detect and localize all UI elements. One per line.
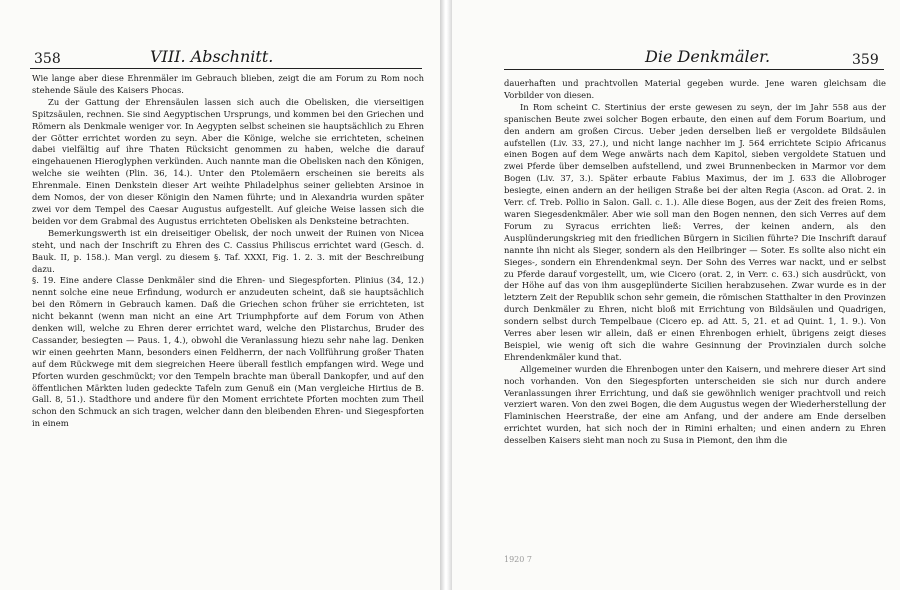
left-paragraph-4: §. 19. Eine andere Classe Denkmäler sind die Ehren- und Siegespforten. Plinius (34, 12.) nennt solche eine neue Erfindung, wodurch er anzudeuten scheint, daß sie hauptsächlich bei den Römern in Gebrauch kamen. Daß die Griechen schon früher sie errichteten, ist nicht bekannt (wenn man nicht an eine Art Triumphpforte auf dem Forum von Athen denken will, welche zu Ehren derer errichtet ward, welche den Plistarchus, Bruder des Cassander, besiegten — Paus. 1, 4.), obwohl die Veranlassung hiezu sehr nahe lag. Denken wir einen geehrten Mann, besonders einen Feldherrn, der nach Vollführung großer Thaten auf dem Rückwege mit dem siegreichen Heere überall festlich empfangen wird. Wege und Pforten wurden geschmückt; vor den Tempeln brachte man überall Dankopfer, und auf den öffentlichen Märkten luden gedeckte Tafeln zum Genuß ein (Man vergleiche Hirtius de B. Gall. 8, 51.). Stadthore und andere für den Moment errichtete Pforten mochten zum Theil schon den Schmuck an sich tragen, welcher dann den bleibenden Ehren- und Siegespforten in einem: [32, 275, 424, 429]
left-page-body: [32, 73, 424, 430]
right-page-number: 359: [852, 52, 879, 68]
left-header-rule: [30, 68, 422, 69]
right-page-header-title: Die Denkmäler.: [645, 47, 771, 66]
right-paragraph-2: In Rom scheint C. Stertinius der erste gewesen zu seyn, der im Jahr 558 aus der spanischen Beute zwei solcher Bogen erbaute, den einen auf dem Forum Boarium, und den andern am großen Circus. Ueber jeden derselben ließ er vergoldete Bildsäulen aufstellen (Liv. 33, 27.), und nicht lange nachher im J. 564 errichtete Scipio Africanus einen Bogen auf dem Wege anwärts nach dem Kapitol, sieben vergoldete Statuen und zwei Pferde über demselben aufstellend, und zwei Brunnenbecken in Marmor vor dem Bogen (Liv. 37, 3.). Später erbaute Fabius Maximus, der im J. 633 die Allobroger besiegte, einen andern an der heiligen Straße bei der alten Regia (Ascon. ad Orat. 2. in Verr. cf. Treb. Pollio in Salon. Gall. c. 1.). Alle diese Bogen, aus der Zeit des freien Roms, waren Siegesdenkmäler. Aber wie soll man den Bogen nennen, den sich Verres auf dem Forum zu Syracus errichten ließ: Verres, der keinen andern, als den Ausplünderungskrieg mit den friedlichen Bürgern in Sicilien führte? Die Inschrift darauf nannte ihn nicht als Sieger, sondern als den Heilbringer — Soter. Es sollte also nicht ein Sieges-, sondern ein Ehrendenkmal seyn. Der Sohn des Verres war nackt, und er selbst zu Pferde darauf vorgestellt, um, wie Cicero (orat. 2, in Verr. c. 63.) sich ausdrückt, von der Höhe auf das von ihm ausgeplünderte Sicilien herabzusehen. Zwar wurde es in der letztern Zeit der Republik schon sehr gemein, die römischen Statthalter in den Provinzen durch Denkmäler zu Ehren, nicht bloß mit Errichtung von Bildsäulen und Quadrigen, sondern selbst durch Tempelbaue (Cicero ep. ad Att. 5, 21. et ad Quint. 1, 1. 9.). Von Verres aber lesen wir allein, daß er einen Ehrenbogen erhielt, übrigens zeigt dieses Beispiel, wie wenig oft sich die wahre Gesinnung der Provinzialen durch solche Ehrendenkmäler kund that.: [504, 101, 886, 362]
right-paragraph-1: dauerhaften und prachtvollen Material gegeben wurde. Jene waren gleichsam die Vorbilder von diesen.: [504, 78, 886, 100]
left-page-number: 358: [34, 51, 61, 67]
left-paragraph-2: Zu der Gattung der Ehrensäulen lassen sich auch die Obelisken, die vierseitigen Spitzsäulen, rechnen. Sie sind Aegyptischen Ursprungs, und kommen bei den Griechen und Römern als Denkmale weniger vor. In Aegypten selbst scheinen sie hauptsächlich zu Ehren der Götter errichtet worden zu seyn. Aber die Könige, welche sie errichteten, scheinen dabei vielfältig auf ihre Thaten Rücksicht genommen zu haben, welche die darauf eingehauenen Hieroglyphen verkünden. Auch nannte man die Obelisken nach den Königen, welche sie weihten (Plin. 36, 14.). Unter den Ptolemäern erscheinen sie bereits als Ehrenmale. Einen Denkstein dieser Art weihte Philadelphus seiner geliebten Arsinoe in dem Nomos, der von dieser Königin den Namen führte; und in Alexandria wurden später zwei vor dem Tempel des Caesar Augustus aufgestellt. Auf gleiche Weise lassen sich die beiden vor dem Grabmal des Augustus errichteten Obelisken als Denksteine betrachten.: [32, 96, 424, 226]
faded-library-mark: 1920 7: [504, 555, 532, 564]
right-page-body: [504, 78, 886, 447]
right-page: [452, 0, 900, 590]
left-paragraph-3: Bemerkungswerth ist ein dreiseitiger Obelisk, der noch unweit der Ruinen von Nicea steht, und nach der Inschrift zu Ehren des C. Cassius Philiscus errichtet ward (Gesch. d. Bauk. II, p. 158.). Man vergl. zu diesem §. Taf. XXXI, Fig. 1. 2. 3. mit der Beschreibung dazu.: [32, 227, 424, 274]
left-paragraph-1: Wie lange aber diese Ehrenmäler im Gebrauch blieben, zeigt die am Forum zu Rom noch stehende Säule des Kaisers Phocas.: [32, 73, 424, 95]
left-page-header: [0, 48, 440, 66]
right-page-header: [452, 48, 900, 66]
left-page-header-title: VIII. Abschnitt.: [150, 47, 274, 66]
book-gutter: [440, 0, 452, 590]
left-page: [0, 0, 440, 590]
right-paragraph-3: Allgemeiner wurden die Ehrenbogen unter den Kaisern, und mehrere dieser Art sind noch vorhanden. Von den Siegespforten unterscheiden sie sich nur durch andere Veranlassungen ihrer Errichtung, und daß sie gewöhnlich weniger prachtvoll und reich verziert waren. Von den zwei Bogen, die dem Augustus wegen der Wiederherstellung der Flaminischen Heerstraße, der eine am Anfang, und der andere am Ende derselben errichtet wurden, hat sich noch der in Rimini erhalten; und einen andern zu Ehren desselben Kaisers sieht man noch zu Susa in Piemont, den ihm die: [504, 363, 886, 446]
right-header-rule: [504, 69, 884, 70]
